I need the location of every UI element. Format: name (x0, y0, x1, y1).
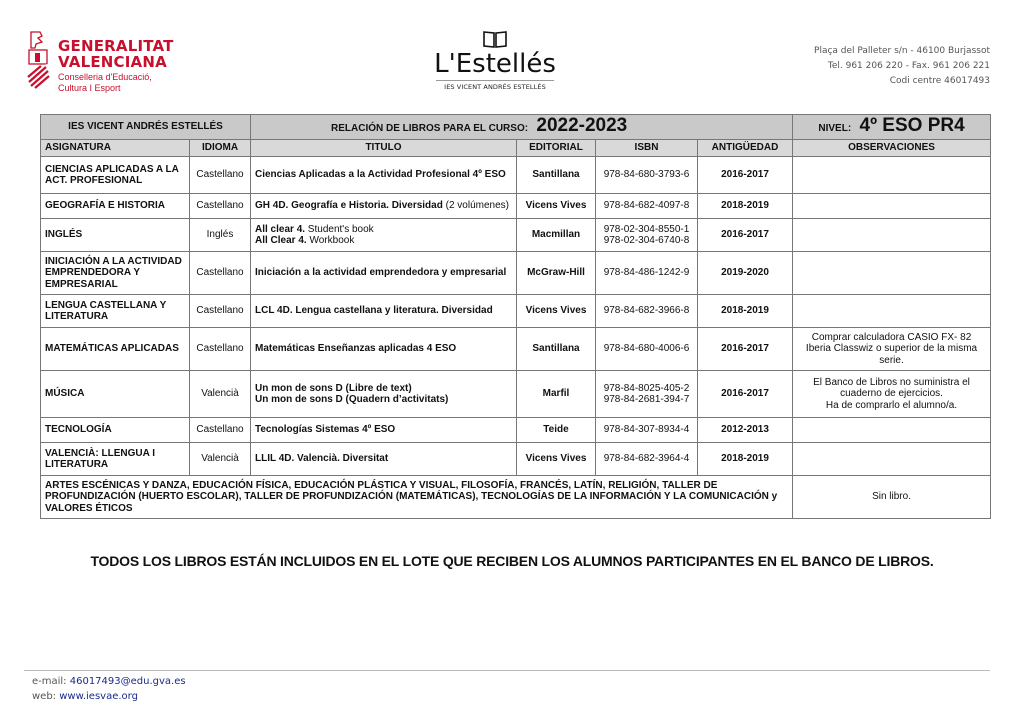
school-title: IES VICENT ANDRÉS ESTELLÉS (68, 121, 223, 133)
cell-publisher (517, 371, 596, 418)
cell-subject (41, 194, 190, 219)
cell-isbn (596, 371, 698, 418)
cell-title (251, 328, 517, 371)
publisher-text: Vicens Vives (525, 453, 587, 465)
isbn-text: 978-84-486-1242-9 (603, 267, 690, 279)
level-cell (793, 115, 991, 140)
cell-publisher (517, 252, 596, 295)
title-extra-text: Student's book (305, 223, 374, 235)
table-row (41, 371, 991, 418)
column-header-row (41, 140, 991, 157)
school-address (814, 44, 990, 89)
language-text: Castellano (196, 169, 244, 181)
observation-text: serie. (879, 354, 904, 366)
cell-observations (793, 157, 991, 194)
course-cell (251, 115, 793, 140)
publisher-text: McGraw-Hill (527, 267, 585, 279)
level-label: NIVEL: (818, 122, 852, 134)
subject-text: MÚSICA (45, 388, 85, 400)
cell-age (698, 295, 793, 328)
cell-isbn (596, 219, 698, 252)
cell-language (190, 443, 251, 476)
web-label: web: (32, 691, 60, 702)
cell-isbn (596, 157, 698, 194)
isbn-text: 978-84-2681-394-7 (603, 394, 690, 405)
cell-language (190, 295, 251, 328)
email-label: e-mail: (32, 676, 70, 687)
title-extra-text: Workbook (306, 235, 355, 246)
language-text: Inglés (206, 229, 234, 241)
subject-text: CIENCIAS APLICADAS A LA ACT. PROFESIONAL (45, 163, 179, 186)
cell-isbn (596, 194, 698, 219)
cell-publisher (517, 219, 596, 252)
title-text: LCL 4D. Lengua castellana y literatura. Diversidad (255, 305, 493, 317)
cell-observations (793, 252, 991, 295)
cell-isbn (596, 443, 698, 476)
col-header-isbn: ISBN (596, 140, 698, 157)
age-text: 2016-2017 (721, 229, 769, 241)
age-text: 2016-2017 (721, 388, 769, 400)
cell-subject (41, 443, 190, 476)
age-text: 2016-2017 (721, 169, 769, 181)
centre-code: Codi centre 46017493 (889, 76, 990, 86)
cell-isbn (596, 295, 698, 328)
isbn-text: 978-84-680-4006-6 (603, 343, 690, 355)
publisher-text: Teide (543, 424, 569, 436)
cell-age (698, 219, 793, 252)
table-row (41, 252, 991, 295)
gva-sub1: Conselleria d'Educació, (58, 72, 152, 82)
phone-line: Tel. 961 206 220 - Fax. 961 206 221 (827, 61, 990, 71)
language-text: Castellano (196, 200, 244, 212)
cell-age (698, 328, 793, 371)
title-text: All clear 4. (255, 223, 306, 235)
footer (32, 674, 186, 704)
cell-publisher (517, 194, 596, 219)
cell-language (190, 328, 251, 371)
course-value: 2022-2023 (536, 114, 628, 136)
table-row (41, 194, 991, 219)
observation-text: Iberia Classwiz o superior de la misma (805, 343, 978, 355)
col-header-observations: OBSERVACIONES (793, 140, 991, 157)
cell-language (190, 252, 251, 295)
cell-age (698, 157, 793, 194)
cell-title (251, 157, 517, 194)
cell-publisher (517, 157, 596, 194)
cell-subject (41, 157, 190, 194)
age-text: 2018-2019 (721, 200, 769, 212)
gva-line1: GENERALITAT (58, 37, 174, 55)
cell-subject (41, 371, 190, 418)
cell-title (251, 371, 517, 418)
cell-title (251, 219, 517, 252)
table-row (41, 157, 991, 194)
level-value: 4º ESO PR4 (859, 114, 965, 136)
cell-age (698, 371, 793, 418)
cell-subject (41, 418, 190, 443)
gva-shield-icon (26, 30, 52, 90)
publisher-text: Santillana (532, 169, 580, 181)
table-title-row (41, 115, 991, 140)
cell-subject (41, 219, 190, 252)
isbn-text: 978-02-304-6740-8 (603, 235, 690, 246)
title-text: Iniciación a la actividad emprendedora y empresarial (255, 267, 507, 279)
cell-title (251, 295, 517, 328)
cell-publisher (517, 418, 596, 443)
isbn-text: 978-84-307-8934-4 (603, 424, 690, 436)
col-header-subject: ASIGNATURA (41, 140, 190, 157)
isbn-text: 978-02-304-8550-1 (603, 223, 690, 235)
school-divider (436, 80, 554, 81)
cell-observations (793, 219, 991, 252)
age-text: 2012-2013 (721, 424, 769, 436)
language-text: Valencià (201, 388, 239, 400)
cell-language (190, 418, 251, 443)
publisher-text: Santillana (532, 343, 580, 355)
col-header-age: ANTIGÜEDAD (698, 140, 793, 157)
publisher-text: Macmillan (531, 229, 581, 241)
col-header-publisher: EDITORIAL (517, 140, 596, 157)
cell-observations (793, 371, 991, 418)
title-text: Ciencias Aplicadas a la Actividad Profesional 4º ESO (255, 169, 506, 181)
subject-text: GEOGRAFÍA E HISTORIA (45, 200, 166, 212)
age-text: 2019-2020 (721, 267, 769, 279)
cell-isbn (596, 328, 698, 371)
school-logo (420, 30, 570, 91)
gva-title (58, 38, 174, 70)
cell-subject (41, 252, 190, 295)
table-row (41, 418, 991, 443)
cell-title (251, 443, 517, 476)
course-label: RELACIÓN DE LIBROS PARA EL CURSO: (331, 122, 529, 134)
col-header-language: IDIOMA (190, 140, 251, 157)
cell-observations (793, 194, 991, 219)
title-text: Matemáticas Enseñanzas aplicadas 4 ESO (255, 343, 457, 355)
cell-age (698, 418, 793, 443)
cell-observations (793, 328, 991, 371)
cell-language (190, 371, 251, 418)
cell-title (251, 194, 517, 219)
table-row (41, 328, 991, 371)
subject-text: INICIACIÓN A LA ACTIVIDAD EMPRENDEDORA Y EMPRESARIAL (45, 255, 182, 290)
title-text: Un mon de sons D (Quadern d’activitats) (255, 394, 449, 405)
age-text: 2018-2019 (721, 305, 769, 317)
isbn-text: 978-84-682-3966-8 (603, 305, 690, 317)
subject-text: TECNOLOGÍA (45, 424, 112, 436)
gva-logo (26, 30, 196, 100)
isbn-text: 978-84-8025-405-2 (603, 382, 690, 394)
notice-text: TODOS LOS LIBROS ESTÁN INCLUIDOS EN EL LOTE QUE RECIBEN LOS ALUMNOS PARTICIPANTES EN EL BANCO DE LIBROS. (90, 553, 934, 569)
isbn-text: 978-84-680-3793-6 (603, 169, 690, 181)
publisher-text: Vicens Vives (525, 200, 587, 212)
title-text: Tecnologías Sistemas 4º ESO (255, 424, 396, 436)
observation-text: cuaderno de ejercicios. (840, 388, 943, 400)
no-book-row (41, 476, 991, 519)
cell-observations (793, 443, 991, 476)
language-text: Castellano (196, 424, 244, 436)
footer-web-line (32, 689, 186, 704)
cell-isbn (596, 418, 698, 443)
cell-language (190, 157, 251, 194)
no-book-observation: Sin libro. (793, 476, 991, 519)
observation-text: Comprar calculadora CASIO FX- 82 (811, 331, 972, 343)
cell-age (698, 443, 793, 476)
publisher-text: Vicens Vives (525, 305, 587, 317)
table-row (41, 295, 991, 328)
isbn-text: 978-84-682-4097-8 (603, 200, 690, 212)
publisher-text: Marfil (542, 388, 570, 400)
cell-subject (41, 328, 190, 371)
cell-language (190, 219, 251, 252)
cell-publisher (517, 328, 596, 371)
gva-line2: VALENCIANA (58, 53, 167, 71)
language-text: Castellano (196, 267, 244, 279)
web-link[interactable]: www.iesvae.org (59, 691, 138, 702)
footer-divider (24, 670, 990, 671)
email-link[interactable]: 46017493@edu.gva.es (69, 676, 186, 687)
table-row (41, 443, 991, 476)
title-extra-text: (2 volúmenes) (442, 200, 509, 212)
books-table (40, 114, 991, 519)
subject-text: LENGUA CASTELLANA Y LITERATURA (45, 299, 167, 322)
open-book-icon (482, 30, 508, 48)
language-text: Valencià (201, 453, 239, 465)
school-cell (41, 115, 251, 140)
table-body (41, 157, 991, 476)
language-text: Castellano (196, 305, 244, 317)
subject-text: INGLÉS (45, 229, 83, 241)
col-header-title: TITULO (251, 140, 517, 157)
subject-text: MATEMÁTICAS APLICADAS (45, 343, 179, 355)
title-text: GH 4D. Geografía e Historia. Diversidad (255, 200, 443, 212)
title-text: All Clear 4. (255, 235, 307, 246)
cell-title (251, 252, 517, 295)
school-subtitle: IES VICENT ANDRÉS ESTELLÉS (444, 83, 546, 91)
footer-email-line (32, 674, 186, 689)
age-text: 2018-2019 (721, 453, 769, 465)
cell-language (190, 194, 251, 219)
age-text: 2016-2017 (721, 343, 769, 355)
cell-observations (793, 418, 991, 443)
gva-sub2: Cultura I Esport (58, 83, 121, 93)
address-line: Plaça del Palleter s/n - 46100 Burjassot (814, 46, 990, 56)
title-text: LLIL 4D. Valencià. Diversitat (255, 453, 389, 465)
cell-isbn (596, 252, 698, 295)
observation-text: El Banco de Libros no suministra el (813, 376, 970, 388)
gva-subtitle (58, 72, 152, 94)
observation-text: Ha de comprarlo el alumno/a. (825, 399, 958, 411)
cell-publisher (517, 443, 596, 476)
isbn-text: 978-84-682-3964-4 (603, 453, 690, 465)
cell-age (698, 252, 793, 295)
cell-publisher (517, 295, 596, 328)
school-name: L'Estellés (434, 49, 556, 79)
no-book-subjects: ARTES ESCÉNICAS Y DANZA, EDUCACIÓN FÍSICA, EDUCACIÓN PLÁSTICA Y VISUAL, FILOSOFÍA, FRANCÉS, LATÍN, RELIGIÓN, TALLER DE PROFUNDIZACIÓN (HUERTO ESCOLAR), TALLER DE PROFUNDIZACIÓN (MATEMÁTICAS), TECNOLOGÍAS DE LA INFORMACIÓN Y LA COMUNICACIÓN y VALORES ÉTICOS (41, 476, 793, 519)
cell-observations (793, 295, 991, 328)
cell-subject (41, 295, 190, 328)
cell-title (251, 418, 517, 443)
cell-age (698, 194, 793, 219)
title-text: Un mon de sons D (Libre de text) (255, 382, 412, 394)
language-text: Castellano (196, 343, 244, 355)
table-row (41, 219, 991, 252)
subject-text: VALENCIÀ: LLENGUA I LITERATURA (45, 447, 155, 470)
